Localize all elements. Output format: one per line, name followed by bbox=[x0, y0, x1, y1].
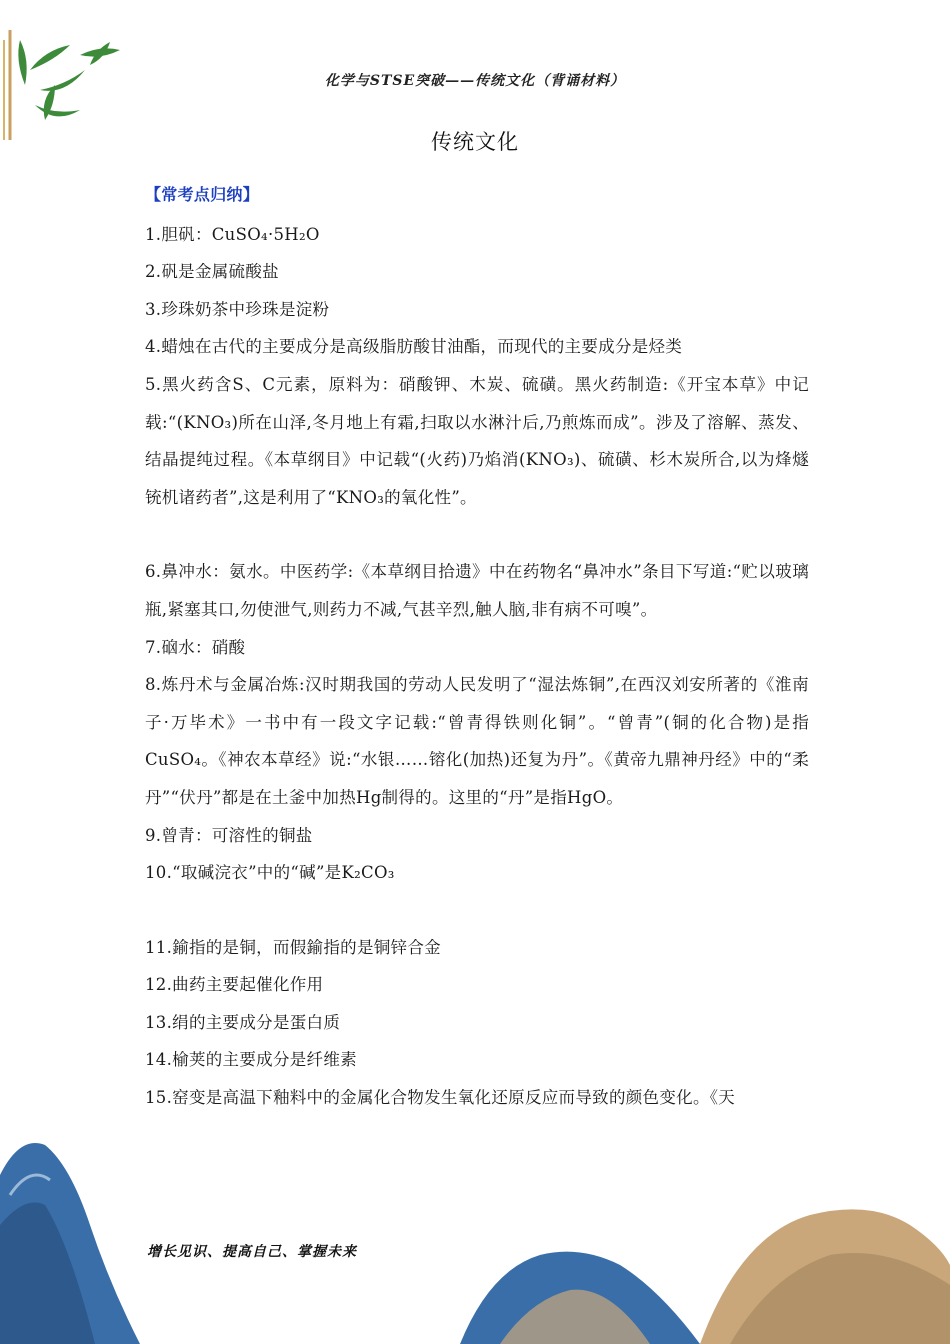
list-item: 1.胆矾：CuSO₄·5H₂O bbox=[145, 224, 320, 244]
spacer bbox=[145, 516, 809, 553]
list-item: 13.绢的主要成分是蛋白质 bbox=[145, 1012, 341, 1032]
section-title: 【常考点归纳】 bbox=[145, 185, 260, 204]
list-item: 2.矾是金属硫酸盐 bbox=[145, 262, 279, 282]
list-item: 7.硇水：硝酸 bbox=[145, 637, 246, 657]
mountain-left-icon bbox=[0, 1135, 140, 1344]
spacer bbox=[145, 892, 809, 929]
mountain-center-icon bbox=[460, 1230, 700, 1344]
list-item: 12.曲药主要起催化作用 bbox=[145, 975, 324, 995]
list-item: 4.蜡烛在古代的主要成分是高级脂肪酸甘油酯，而现代的主要成分是烃类 bbox=[145, 337, 683, 357]
list-item: 9.曾青：可溶性的铜盐 bbox=[145, 825, 313, 845]
mountain-right-icon bbox=[700, 1195, 950, 1344]
list-item: 3.珍珠奶茶中珍珠是淀粉 bbox=[145, 299, 330, 319]
page-header: 化学与STSE突破——传统文化（背诵材料） bbox=[324, 73, 626, 89]
list-item: 15.窑变是高温下釉料中的金属化合物发生氧化还原反应而导致的颜色变化。《天 bbox=[145, 1088, 736, 1108]
list-item: 11.鍮指的是铜，而假鍮指的是铜锌合金 bbox=[145, 937, 441, 957]
list-item: 6.鼻冲水：氨水。中医药学:《本草纲目拾遗》中在药物名“鼻冲水”条目下写道:“贮以玻璃瓶,紧塞其口,勿使泄气,则药力不减,气甚辛烈,触人脑,非有病不可嗅”。 bbox=[145, 562, 809, 619]
document-title: 传统文化 bbox=[431, 130, 519, 154]
list-item: 5.黑火药含S、C元素，原料为：硝酸钾、木炭、硫磺。黑火药制造:《开宝本草》中记载:“(KNO₃)所在山泽,冬月地上有霜,扫取以水淋汁后,乃煎炼而成”。涉及了溶解、蒸发、结晶提纯过程。《本草纲目》中记载“(火药)乃焰消(KNO₃)、硫磺、杉木炭所合,以为烽燧铳机诸药者”,这是利用了“KNO₃的氧化性”。 bbox=[145, 374, 809, 507]
list-item: 14.榆荚的主要成分是纤维素 bbox=[145, 1050, 357, 1070]
list-item: 10.“取碱浣衣”中的“碱”是K₂CO₃ bbox=[145, 863, 395, 883]
list-item: 8.炼丹术与金属冶炼:汉时期我国的劳动人民发明了“湿法炼铜”,在西汉刘安所著的《淮南子·万毕术》一书中有一段文字记载:“曾青得铁则化铜”。“曾青”(铜的化合物)是指CuSO₄。《神农本草经》说:“水银……镕化(加热)还复为丹”。《黄帝九鼎神丹经》中的“柔丹”“伏丹”都是在土釜中加热Hg制得的。这里的“丹”是指HgO。 bbox=[145, 675, 809, 807]
page-footer: 增长见识、提高自己、掌握未来 bbox=[147, 1244, 357, 1260]
content-body bbox=[145, 176, 809, 1117]
